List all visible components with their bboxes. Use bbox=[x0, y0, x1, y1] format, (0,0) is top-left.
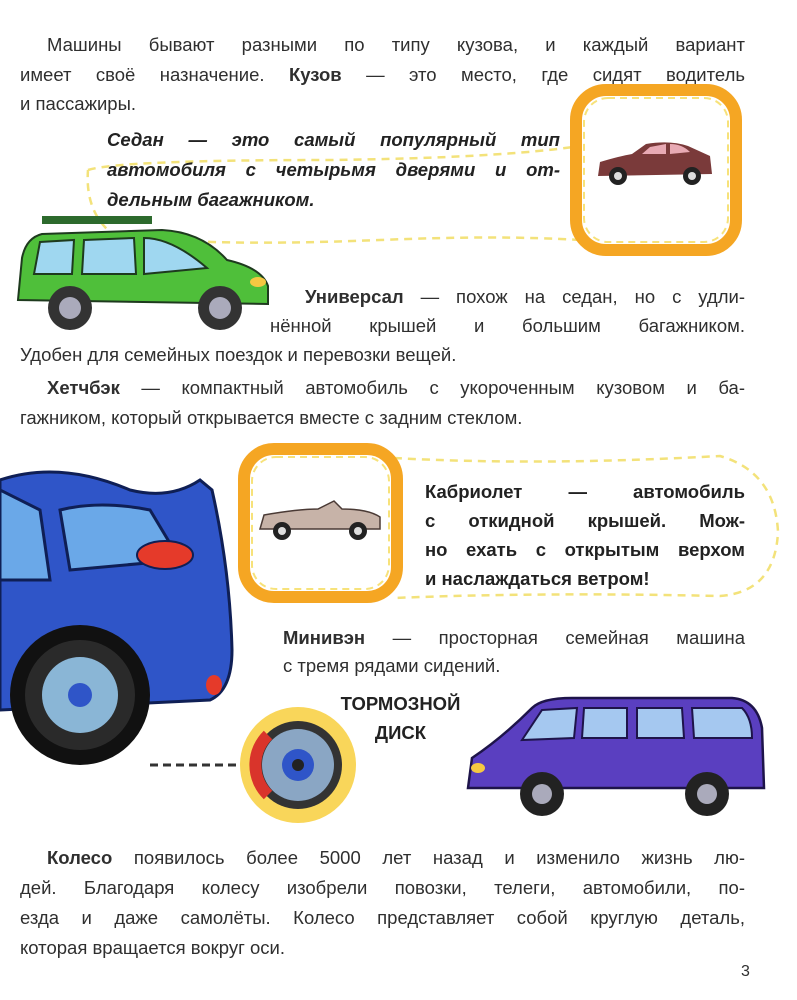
sedan-line-3: дельным багажником. bbox=[107, 189, 315, 210]
sedan-line-2: автомобиля с четырьмя дверями и от- bbox=[107, 159, 560, 180]
hatchback-line-1 bbox=[47, 376, 745, 400]
intro-text: имеет своё назначение. bbox=[20, 64, 265, 85]
minivan-line-2: с тремя рядами сидений. bbox=[283, 655, 501, 676]
brake-label-line-1: ТОРМОЗНОЙ bbox=[340, 693, 461, 714]
brake-disc-icon bbox=[150, 705, 360, 827]
wagon-line-1 bbox=[305, 285, 745, 309]
term-wagon: Универсал bbox=[305, 286, 404, 307]
page-number: 3 bbox=[741, 963, 750, 980]
wagon-car-icon bbox=[12, 208, 274, 334]
cabrio-line-3: но ехать с открытым верхом bbox=[425, 539, 745, 560]
intro-line-3: и пассажиры. bbox=[20, 93, 137, 114]
term-minivan: Минивэн bbox=[283, 627, 366, 648]
term-wheel: Колесо bbox=[47, 847, 113, 868]
minivan-car-icon bbox=[462, 688, 772, 823]
intro-line-1: Машины бывают разными по типу кузова, и каждый вариант bbox=[47, 34, 745, 55]
wheel-line-1 bbox=[47, 846, 745, 870]
cabrio-line-1: Кабриолет — автомобиль bbox=[425, 481, 745, 502]
minivan-text: — просторная семейная машина bbox=[392, 627, 745, 648]
cabrio-line-4: и наслаждаться ветром! bbox=[425, 568, 650, 589]
wheel-line-3: езда и даже самолёты. Колесо представляет собой круглую деталь, bbox=[20, 907, 745, 928]
wagon-line-2: нённой крышей и большим багажником. bbox=[270, 315, 745, 336]
term-body: Кузов bbox=[288, 64, 342, 85]
intro-text: — это место, где сидят водитель bbox=[366, 64, 745, 85]
sedan-frame bbox=[570, 84, 742, 256]
cabrio-frame bbox=[238, 443, 403, 603]
brake-label-line-2: ДИСК bbox=[374, 722, 427, 743]
term-hatchback: Хетчбэк bbox=[47, 377, 120, 398]
wagon-text: — похож на седан, но с удли- bbox=[420, 286, 745, 307]
cabrio-line-2: с откидной крышей. Мож- bbox=[425, 510, 745, 531]
sedan-line-1: Седан — это самый популярный тип bbox=[107, 129, 560, 150]
wagon-line-3: Удобен для семейных поездок и перевозки вещей. bbox=[20, 344, 457, 365]
wheel-line-4: которая вращается вокруг оси. bbox=[20, 937, 285, 958]
wheel-line-2: дей. Благодаря колесу изобрели повозки, телеги, автомобили, по- bbox=[20, 877, 745, 898]
hatchback-line-2: гажником, который открывается вместе с задним стеклом. bbox=[20, 407, 523, 428]
minivan-line-1 bbox=[283, 626, 745, 650]
wheel-text: появилось более 5000 лет назад и изменило жизнь лю- bbox=[133, 847, 746, 868]
hatchback-text: — компактный автомобиль с укороченным кузовом и ба- bbox=[141, 377, 746, 398]
